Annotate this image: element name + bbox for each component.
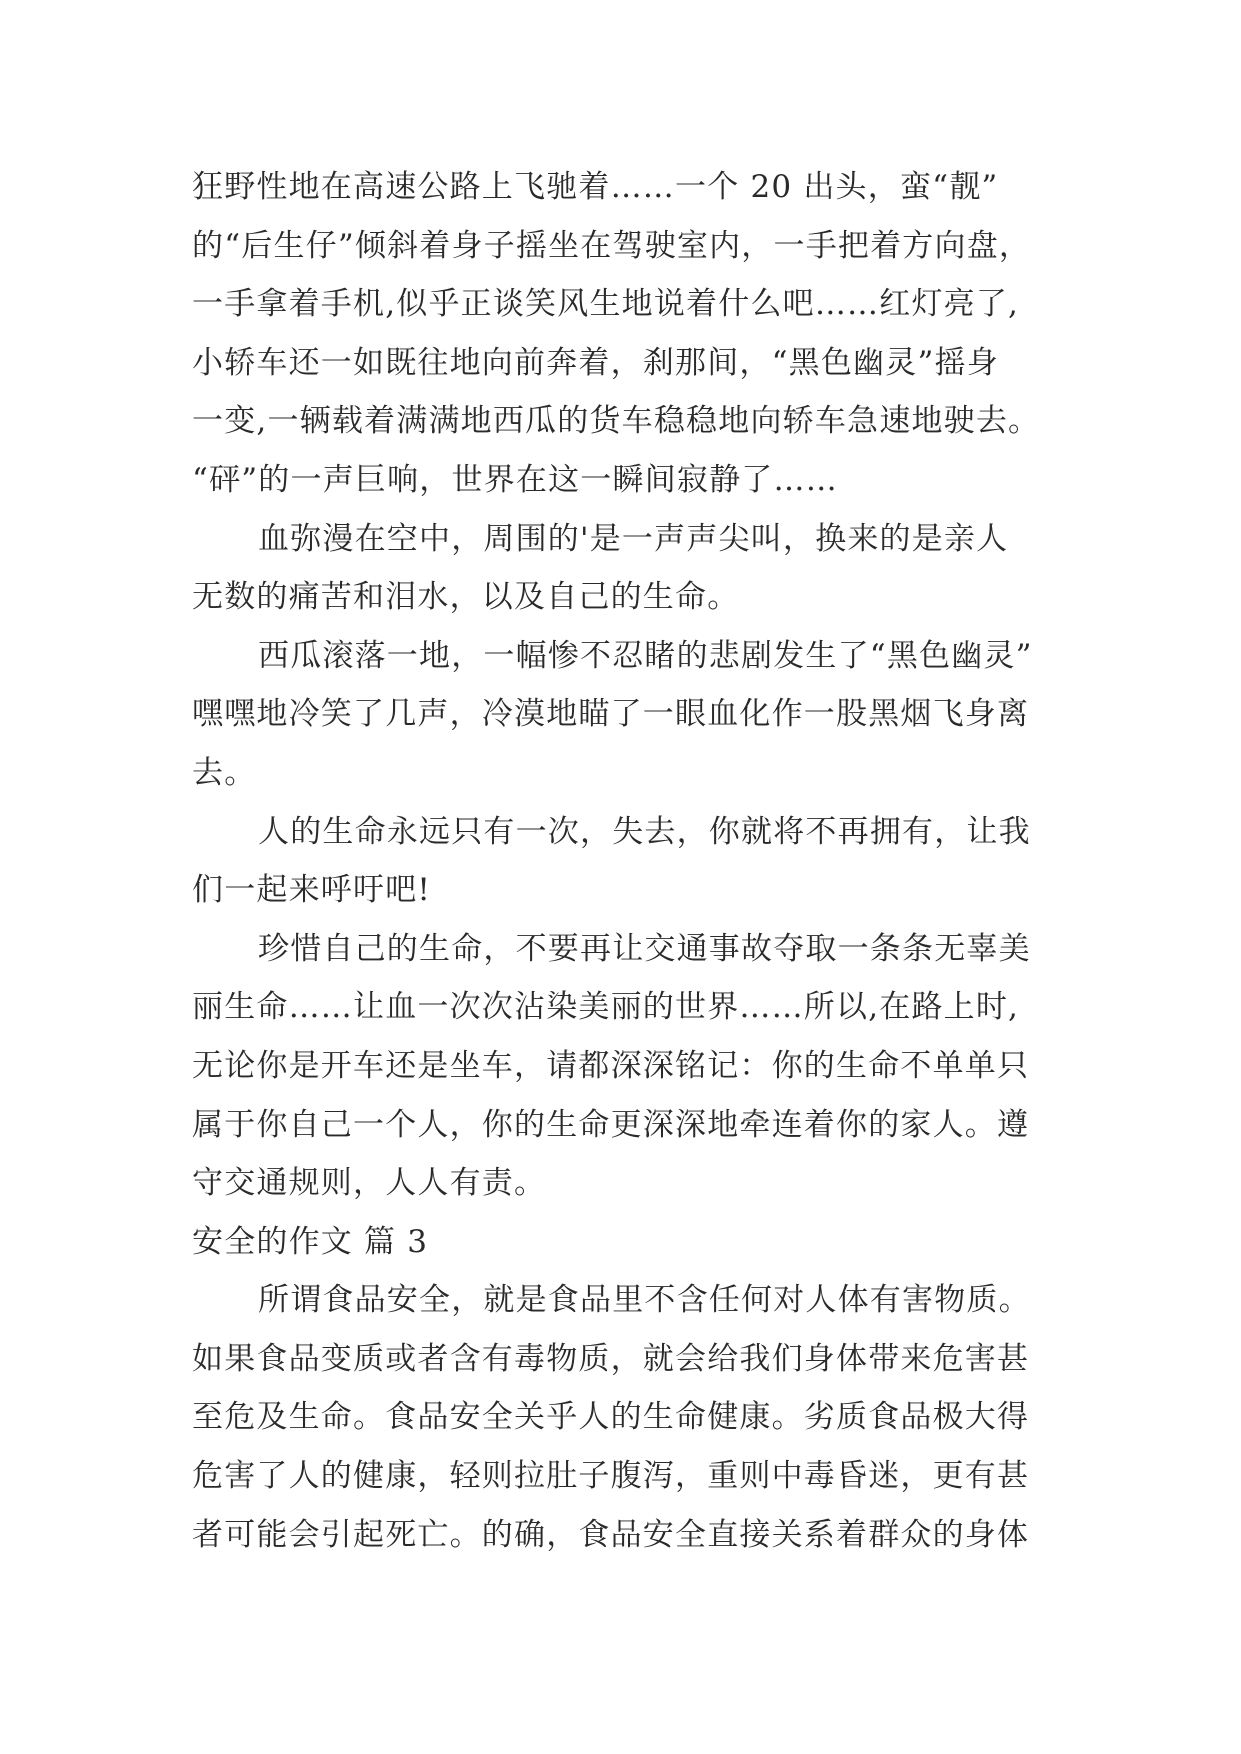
text-line: 的“后生仔”倾斜着身子摇坐在驾驶室内，一手把着方向盘，: [192, 227, 1032, 264]
paragraph-start-line: 血弥漫在空中，周围的'是一声声尖叫，换来的是亲人: [258, 520, 1009, 557]
text-line: 去。: [192, 754, 257, 791]
text-line: 丽生命……让血一次次沾染美丽的世界……所以,在路上时,: [192, 989, 1020, 1026]
text-line: 无数的痛苦和泪水，以及自己的生命。: [192, 579, 740, 616]
text-line: 们一起来呼吁吧!: [192, 872, 432, 909]
text-line: 嘿嘿地冷笑了几声，冷漠地瞄了一眼血化作一股黑烟飞身离: [192, 696, 1030, 733]
text-line: 如果食品变质或者含有毒物质，就会给我们身体带来危害甚: [192, 1340, 1030, 1377]
text-line: 属于你自己一个人，你的生命更深深地牵连着你的家人。遵: [192, 1106, 1030, 1143]
text-line: 守交通规则，人人有责。: [192, 1165, 547, 1202]
article-body: [192, 158, 1072, 1564]
text-line: 无论你是开车还是坐车，请都深深铭记：你的生命不单单只: [192, 1047, 1030, 1084]
text-line: 一变,一辆载着满满地西瓜的货车稳稳地向轿车急速地驶去。: [192, 403, 1041, 440]
text-line: 小轿车还一如既往地向前奔着，刹那间，“黑色幽灵”摇身: [192, 344, 999, 381]
paragraph-start-line: 人的生命永远只有一次，失去，你就将不再拥有，让我: [258, 813, 1031, 850]
paragraph-start-line: 所谓食品安全，就是食品里不含任何对人体有害物质。: [258, 1282, 1031, 1319]
text-line: 者可能会引起死亡。的确，食品安全直接关系着群众的身体: [192, 1516, 1030, 1553]
paragraph-start-line: 珍惜自己的生命，不要再让交通事故夺取一条条无辜美: [258, 930, 1031, 967]
text-line: 危害了人的健康，轻则拉肚子腹泻，重则中毒昏迷，更有甚: [192, 1458, 1030, 1495]
paragraph-start-line: 西瓜滚落一地，一幅惨不忍睹的悲剧发生了“黑色幽灵”: [258, 637, 1033, 674]
text-line: 一手拿着手机,似乎正谈笑风生地说着什么吧……红灯亮了,: [192, 286, 1020, 323]
text-line: 至危及生命。食品安全关乎人的生命健康。劣质食品极大得: [192, 1399, 1030, 1436]
section-heading: 安全的作文 篇 3: [192, 1223, 429, 1260]
text-line: “砰”的一声巨响，世界在这一瞬间寂静了……: [192, 461, 838, 498]
text-line: 狂野性地在高速公路上飞驰着……一个 20 出头，蛮“靓”: [192, 169, 999, 205]
